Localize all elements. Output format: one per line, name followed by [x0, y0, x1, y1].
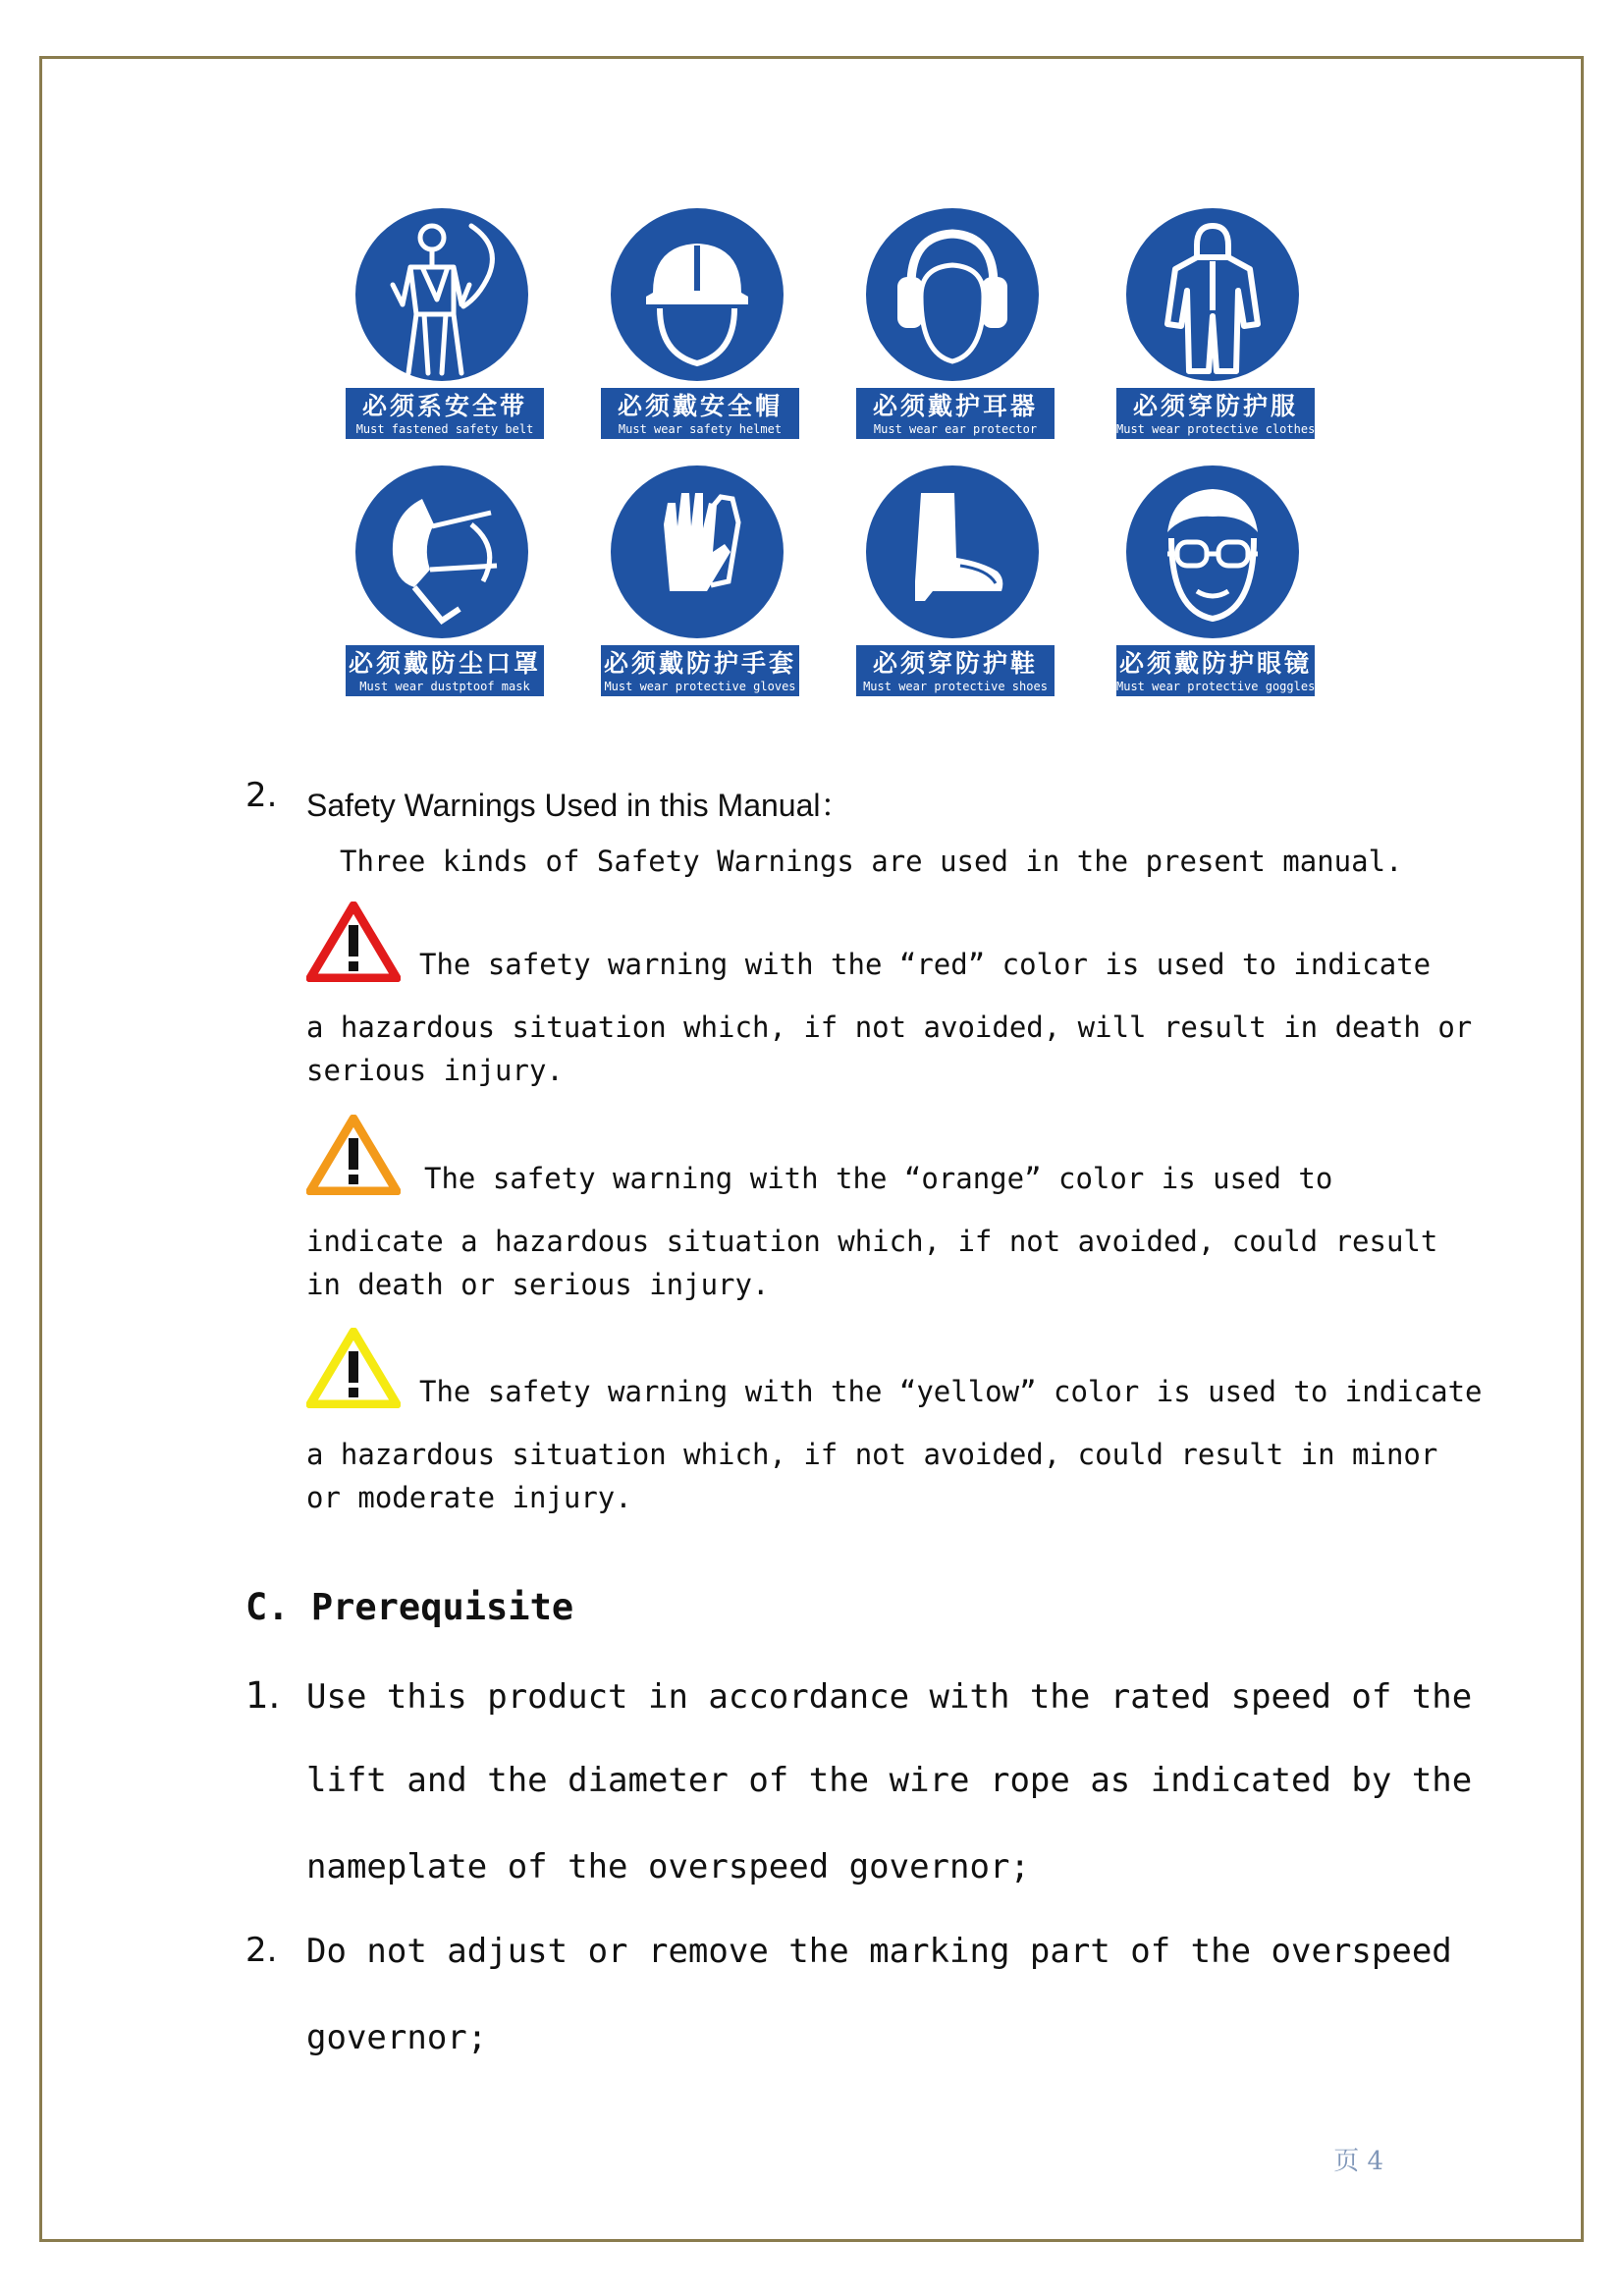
- protective-clothes-icon: [1124, 206, 1301, 383]
- sign-label-cn: 必须戴防护眼镜: [1118, 649, 1312, 678]
- section-intro: Three kinds of Safety Warnings are used in the present manual.: [340, 845, 1403, 878]
- sign-label-en: Must wear protective goggles: [1116, 680, 1315, 693]
- prereq-item-1-line1: Use this product in accordance with the rated speed of the: [306, 1677, 1473, 1717]
- sign-label-cn: 必须系安全带: [361, 392, 527, 420]
- sign-label-en: Must wear protective shoes: [863, 680, 1048, 693]
- warning-orange-line3: in death or serious injury.: [306, 1268, 770, 1301]
- sign-label-cn: 必须戴防护手套: [603, 649, 796, 678]
- sign-label-cn: 必须穿防护鞋: [872, 649, 1038, 678]
- prereq-item-2-line2: governor;: [306, 2018, 488, 2057]
- protective-goggles-icon: [1124, 464, 1301, 640]
- safety-helmet-icon: [609, 206, 785, 383]
- prereq-item-2-line1: Do not adjust or remove the marking part of the overspeed: [306, 1932, 1452, 1971]
- sign-plate: [601, 645, 799, 696]
- sign-label-cn: 必须穿防护服: [1132, 392, 1298, 420]
- sign-plate: [856, 645, 1055, 696]
- warning-red-line2: a hazardous situation which, if not avoided, will result in death or: [306, 1011, 1473, 1044]
- sign-plate: [1116, 645, 1315, 696]
- sign-label-en: Must fastened safety belt: [355, 422, 534, 436]
- sign-label-en: Must wear ear protector: [873, 422, 1038, 436]
- warning-red-line1: The safety warning with the “red” color is used to indicate: [419, 948, 1432, 981]
- sign-label-en: Must wear dustptoof mask: [359, 680, 530, 693]
- sign-plate: [1116, 388, 1315, 439]
- section-c-title: C. Prerequisite: [245, 1586, 574, 1628]
- sign-label-cn: 必须戴安全帽: [617, 392, 783, 420]
- sign-plate: [346, 388, 544, 439]
- sign-label-cn: 必须戴防尘口罩: [348, 649, 541, 678]
- warning-orange-line2: indicate a hazardous situation which, if not avoided, could result: [306, 1225, 1438, 1258]
- ear-protector-icon: [864, 206, 1041, 383]
- sign-label-en: Must wear protective gloves: [604, 680, 796, 693]
- sign-plate: [856, 388, 1055, 439]
- dust-mask-icon: [353, 464, 530, 640]
- sign-label-cn: 必须戴护耳器: [872, 392, 1038, 420]
- section-number: 2.: [245, 776, 278, 815]
- warning-red-line3: serious injury.: [306, 1054, 564, 1087]
- sign-label-en: Must wear safety helmet: [618, 422, 783, 436]
- warning-yellow-line1: The safety warning with the “yellow” color is used to indicate: [419, 1375, 1483, 1408]
- prereq-item-number: 1.: [245, 1674, 281, 1717]
- section-title: Safety Warnings Used in this Manual：: [306, 788, 852, 823]
- warning-triangle-red-icon: [306, 902, 401, 982]
- prereq-item-number: 2.: [245, 1931, 278, 1970]
- warning-yellow-line3: or moderate injury.: [306, 1481, 632, 1514]
- prereq-item-1-line3: nameplate of the overspeed governor;: [306, 1847, 1030, 1886]
- prereq-item-1-line2: lift and the diameter of the wire rope as indicated by the: [306, 1761, 1473, 1800]
- page-border: [39, 56, 1584, 2242]
- page-number: 页 4: [1333, 2147, 1383, 2176]
- warning-triangle-orange-icon: [306, 1115, 401, 1195]
- warning-orange-line1: The safety warning with the “orange” color is used to: [424, 1162, 1333, 1195]
- safety-belt-icon: [353, 206, 530, 383]
- sign-label-en: Must wear protective clothes: [1116, 422, 1315, 436]
- sign-plate: [346, 645, 544, 696]
- protective-shoes-icon: [864, 464, 1041, 640]
- protective-gloves-icon: [609, 464, 785, 640]
- warning-triangle-yellow-icon: [306, 1328, 401, 1408]
- warning-yellow-line2: a hazardous situation which, if not avoided, could result in minor: [306, 1438, 1438, 1471]
- sign-plate: [601, 388, 799, 439]
